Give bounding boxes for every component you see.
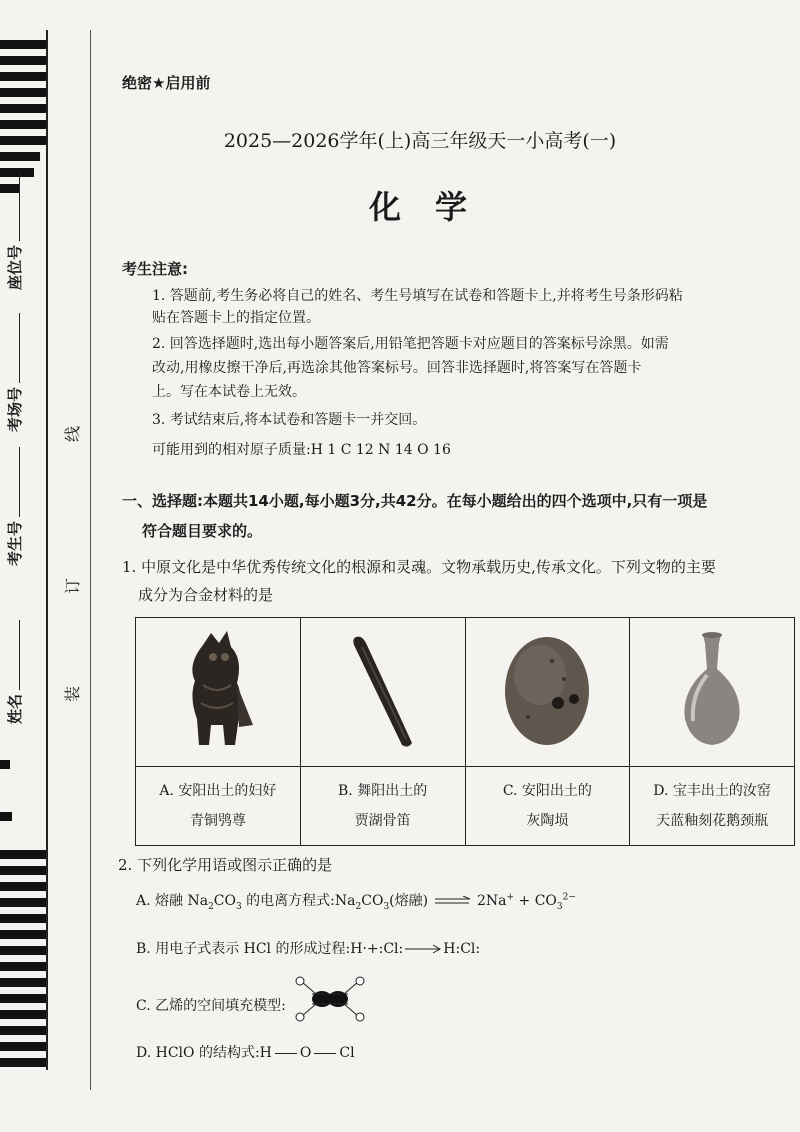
atomic-masses: 可能用到的相对原子质量:H 1 C 12 N 14 O 16 — [152, 442, 451, 458]
binding-stripes — [0, 0, 48, 1132]
notice-heading: 考生注意: — [122, 260, 188, 278]
q2-stem: 2. 下列化学用语或图示正确的是 — [118, 856, 333, 874]
artifact-ru-vase-image — [630, 618, 795, 767]
q1-option-b[interactable]: B. 舞阳出土的 贾湖骨笛 — [300, 767, 465, 846]
notice-item-2: 2. 回答选择题时,选出每小题答案后,用铅笔把答题卡对应题目的答案标号涂黑。如需 — [152, 336, 669, 352]
confidential-label: 绝密★启用前 — [122, 74, 211, 92]
notice-item-3: 3. 考试结束后,将本试卷和答题卡一并交回。 — [152, 412, 427, 428]
q2-option-c[interactable]: C. 乙烯的空间填充模型: — [136, 990, 370, 1022]
name-field[interactable]: 姓名 — [4, 620, 25, 724]
subject-title: 化学 — [368, 188, 501, 226]
binding-mark-line: 线 — [63, 425, 82, 442]
q1-option-a[interactable]: A. 安阳出土的妇好 青铜鸮尊 — [136, 767, 301, 846]
q1-option-c[interactable]: C. 安阳出土的 灰陶埙 — [465, 767, 630, 846]
q1-stem-cont: 成分为合金材料的是 — [138, 586, 274, 604]
q1-artifact-table — [135, 617, 795, 846]
artifact-bronze-owl-image — [136, 618, 301, 767]
q1-option-d[interactable]: D. 宝丰出土的汝窑 天蓝釉刻花鹅颈瓶 — [630, 767, 795, 846]
q1-stem: 1. 中原文化是中华优秀传统文化的根源和灵魂。文物承载历史,传承文化。下列文物的主要 — [122, 558, 716, 576]
binding-strip — [0, 0, 100, 1132]
notice-item-1: 1. 答题前,考生务必将自己的姓名、考生号填写在试卷和答题卡上,并将考生号条形码粘 — [152, 288, 683, 304]
notice-item-2-cont: 改动,用橡皮擦干净后,再选涂其他答案标号。回答非选择题时,将答案写在答题卡 — [152, 360, 642, 376]
exam-room-field[interactable]: 考场号 — [4, 313, 25, 432]
section-heading: 一、选择题:本题共14小题,每小题3分,共42分。在每小题给出的四个选项中,只有一项是 符合题目要求的。 — [122, 492, 708, 540]
artifact-bone-flute-image — [300, 618, 465, 767]
seat-number-field[interactable]: 座位号 — [4, 171, 25, 290]
right-arrow-icon — [403, 944, 443, 954]
notice-item-1-cont: 贴在答题卡上的指定位置。 — [152, 310, 320, 326]
artifact-pottery-xun-image — [465, 618, 630, 767]
q2-option-b[interactable]: B. 用电子式表示 HCl 的形成过程:H·+:Cl: H:Cl: — [136, 941, 481, 957]
q2-option-d[interactable]: D. HClO 的结构式:H O Cl — [136, 1045, 355, 1061]
ethylene-model-icon — [290, 976, 370, 1022]
notice-item-2-cont2: 上。写在本试卷上无效。 — [152, 384, 306, 400]
binding-mark-zhuang: 装 — [63, 685, 82, 702]
candidate-number-field[interactable]: 考生号 — [4, 447, 25, 566]
q2-option-a[interactable]: A. 熔融 $Na_2CO_3$ 的电离方程式$:Na_2CO_3$(熔融) $2Na^+ + CO_3^{2-}$ — [136, 892, 576, 912]
equilibrium-arrow-icon — [433, 896, 473, 906]
exam-title: 2025—2026学年(上)高三年级天一小高考(一) — [223, 130, 617, 152]
binding-mark-ding: 订 — [63, 577, 82, 594]
